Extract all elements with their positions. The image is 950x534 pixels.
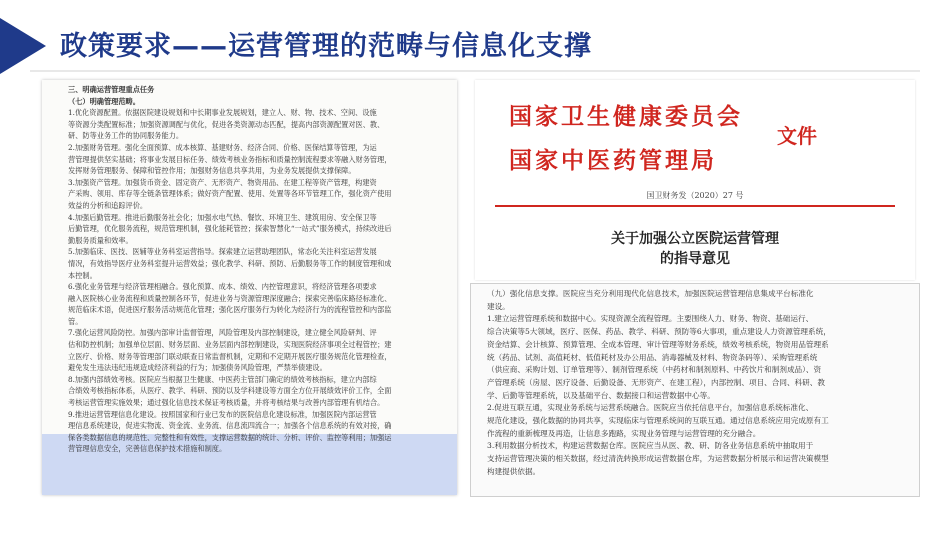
document-line: 9.推进运营管理信息化建设。按照国家和行业已发布的医院信息化建设标准，加强医院内部运营管	[68, 409, 377, 419]
document-line: 构建提供依据。	[487, 466, 541, 476]
document-line: 发挥财务管理服务、保障和管控作用；加强财务信息共享共用，为业务发展提供支撑保障。	[68, 166, 356, 176]
document-line: （九）强化信息支撑。医院应当充分利用现代化信息技术，加强医院运营管理信息集成平台标准化	[487, 289, 814, 298]
issuer-name-1: 国家卫生健康委员会	[509, 103, 743, 130]
document-line: 4.加强后勤管理。推进后勤服务社会化；加强水电气热、餐饮、环境卫生、建筑用房、安全保卫等	[68, 212, 377, 222]
document-line: 2.加强财务管理。强化全面预算、成本核算、基建财务、经济合同、价格、医保结算等管理，为运	[68, 142, 377, 152]
document-line: 考核运营管理实施效果；通过强化信息技术保证考核质量，并将考核结果与改善内部管理有机结合。	[68, 398, 385, 408]
document-title-line-2: 的指导意见	[660, 251, 730, 267]
document-line: 立医疗、价格、财务等管理部门联动联查日常监督机制，定期和不定期开展医疗服务规范化管理检查，	[68, 351, 392, 361]
document-line: 三、明确运营管理重点任务	[68, 85, 155, 94]
document-line: 研、防等业务工作的协同服务能力。	[68, 131, 184, 141]
document-line: 综合决策等5大领域，医疗、医保、药品、教学、科研、预防等6大事项，重点建设人力资源管理系统，	[487, 327, 831, 337]
document-line: 1.优化资源配置。依据医院建设规划和中长期事业发展规划，建立人、财、物、技术、空间、设施	[68, 108, 377, 118]
document-line: 融入医院核心业务流程和质量控制各环节，促进业务与资源管理深度融合；探索完善临床路径标准化、	[68, 293, 392, 303]
document-line: 理信息系统建设，促进实物流、资金流、业务流、信息流四流合一；加强各个信息系统的有效对接，确	[68, 421, 392, 431]
document-line: 避免发生违法违纪违规造成经济利益的行为；加强债务风险管理，严禁举债建设。	[68, 363, 327, 373]
document-line: 保各类数据信息的规范性、完整性和有效性，支撑运营数据的统计、分析、评价、监控等利用；加强运	[68, 432, 392, 442]
red-divider	[495, 205, 895, 207]
document-line: 本控制。	[68, 270, 97, 280]
document-line: 效益的分析和追踪评价。	[68, 200, 148, 210]
document-line: 7.强化运营风险防控。加强内部审计监督管理，风险管理及内部控制建设，建立健全风险研判、评	[68, 328, 377, 338]
document-line: 统（药品、试剂、高值耗材、低值耗材及办公用品、消毒器械及材料、物资条码等）、采购管理系统	[487, 352, 818, 362]
document-line: 情况，有效指导医疗业务科室提升运营效益；强化教学、科研、预防、后勤服务等工作的制度管理和成	[68, 258, 392, 268]
document-line: 8.加强内部绩效考核。医院应当根据卫生健康、中医药主管部门确定的绩效考核指标，建立内部综	[68, 374, 377, 384]
right-document-excerpt	[470, 283, 920, 497]
document-line: 估和防控机制；加强单位层面、财务层面、业务层面内部控制建设，实现医院经济事项全过程管控；建	[68, 340, 392, 350]
document-line: 作流程的重新梳理及再造，让信息多跑路，实现业务管理与运营管理的充分融合。	[487, 428, 761, 438]
document-line: 规范化建设，强化数据的协同共享，实现临床与管理系统间的互联互通。通过信息系统应用完成原有工	[487, 416, 829, 426]
document-line: 营管理信息安全，完善信息保护技术措施和制度。	[68, 444, 227, 454]
document-line: 等资源分类配置标准；加强资源调配与优化，促进各类资源动态匹配，提高内部资源配置对医、教、	[68, 119, 385, 129]
document-line: 2.促进互联互通，实现业务系统与运营系统融合。医院应当依托信息平台，加强信息系统标准化、	[487, 403, 814, 413]
title-divider	[30, 70, 920, 72]
document-line: 1.建立运营管理系统和数据中心。实现资源全流程管理。主要围绕人力、财务、物资、基础运行、	[487, 314, 814, 324]
document-line: 管。	[68, 316, 83, 326]
left-document-text	[68, 84, 446, 455]
document-line: 5.加强临床、医技、医辅等业务科室运营指导。探索建立运营助理团队，常态化关注科室运营发展	[68, 247, 377, 257]
document-line: 合绩效考核指标体系，从医疗、教学、科研、预防以及学科建设等方面全方位开展绩效评价工作，全面	[68, 386, 392, 396]
document-title-line-1: 关于加强公立医院运营管理	[611, 231, 779, 247]
document-line: 产管理系统（房屋、医疗设备、后勤设备、无形资产、在建工程），内部控制、项目、合同、科研、教	[487, 377, 825, 387]
document-line: 后勤管理，优化服务流程，规范管理机制，强化能耗管控；探索智慧化“一站式”服务模式，持续改进后	[68, 224, 392, 234]
document-line: （供应商、采购计划、订单管理等）、制剂管理系统（中药材和制剂原料、中药饮片和制剂成品）、资	[487, 365, 822, 375]
document-line: 产采购、领用、库存等全链条管理体系；做好资产配置、使用、处置等各环节管理工作，强化资产使用	[68, 189, 392, 199]
document-line: 建设。	[487, 301, 510, 311]
document-number: 国卫财务发（2020）27 号	[646, 191, 744, 200]
document-line: （七）明确管理范畴。	[68, 96, 140, 106]
letterhead-scan	[475, 80, 915, 280]
document-line: 支持运营管理决策的相关数据，经过清洗转换形成运营数据仓库，为运营数据分析展示和运营决策模型	[487, 454, 829, 464]
document-line: 学、后勤等管理系统，以及基础平台、数据接口和运营数据中心等。	[487, 390, 715, 400]
left-document-scan	[42, 80, 457, 495]
page-title: 政策要求——运营管理的范畴与信息化支撑	[60, 31, 592, 62]
document-suffix: 文件	[777, 124, 817, 148]
document-line: 3.利用数据分析技术，构建运营数据仓库。医院应当从医、教、研、防各业务信息系统中抽取用于	[487, 441, 814, 451]
header	[0, 18, 950, 74]
document-line: 营管理提供坚实基础；将事业发展目标任务、绩效考核业务指标和质量控制流程要求等融入财务管理，	[68, 154, 392, 164]
right-document-text	[487, 288, 911, 479]
arrow-icon	[0, 18, 46, 74]
document-line: 勤服务质量和效率。	[68, 235, 133, 245]
document-line: 6.强化业务管理与经济管理相融合。强化预算、成本、绩效、内控管理意识，将经济管理各项要求	[68, 282, 377, 292]
document-line: 资金结算、会计核算、预算管理、全成本管理、审计管理等财务系统，绩效考核系统，物资用品管理系	[487, 339, 829, 349]
issuer-name-2: 国家中医药管理局	[509, 147, 717, 174]
document-line: 规范临床术语，促进医疗服务活动规范化管理；强化医疗服务行为转化为经济行为的流程管控和内部监	[68, 305, 392, 315]
document-line: 3.加强资产管理。加强货币资金、固定资产、无形资产、物资用品、在建工程等资产管理，构建资	[68, 177, 377, 187]
